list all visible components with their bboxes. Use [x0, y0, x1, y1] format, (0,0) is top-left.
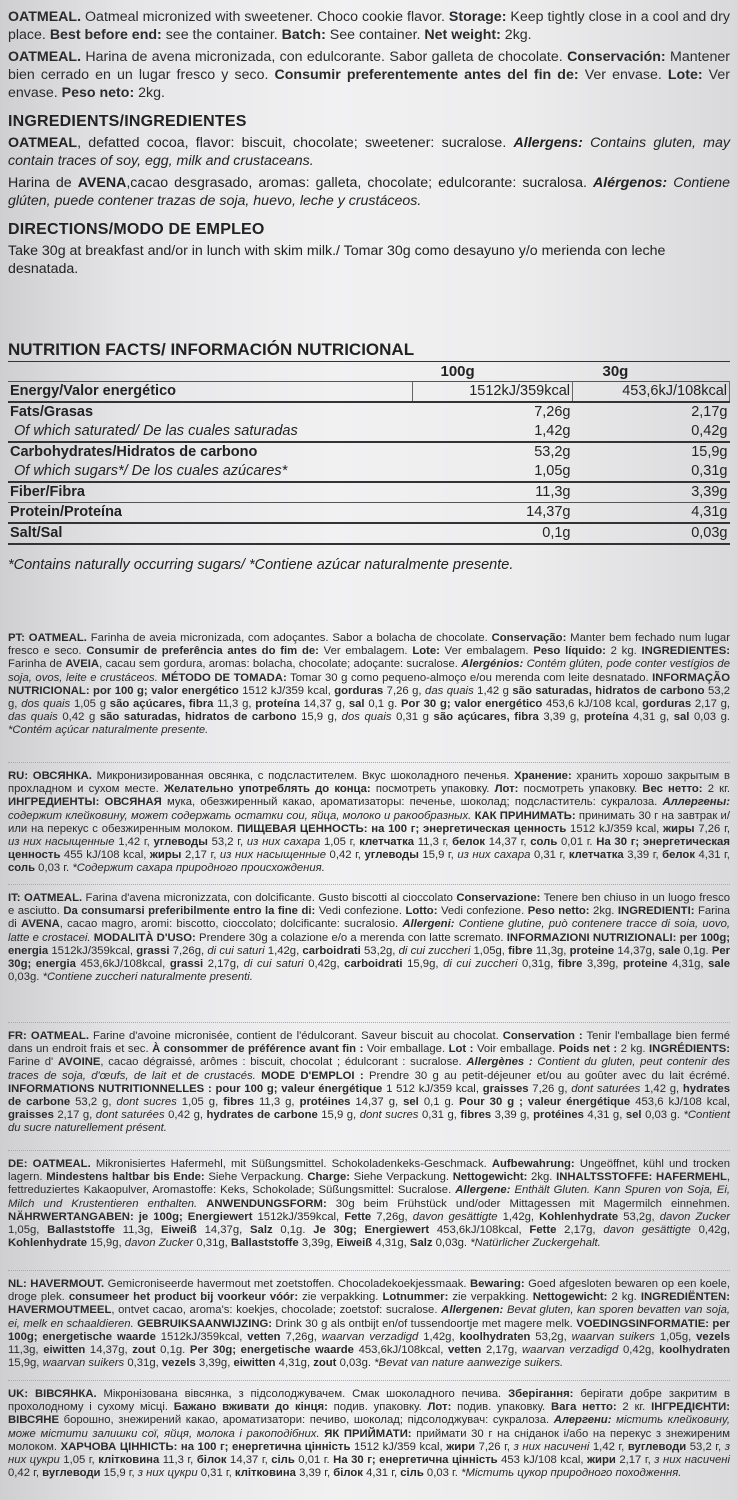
ingredients-en-oatmeal: OATMEAL [8, 135, 78, 151]
row-value-30g: 0,03g [573, 523, 730, 544]
row-value-30g: 15,9g [573, 442, 730, 462]
row-value-100g: 53,2g [413, 442, 573, 462]
en-batch-label: Batch: [281, 27, 326, 43]
en-weight-text: 2kg. [500, 27, 532, 43]
ingredients-en [8, 134, 730, 170]
nutrition-title: NUTRITION FACTS/ INFORMACIÓN NUTRICIONAL [8, 340, 730, 362]
lang-de: DE: OATMEAL. Mikronisiertes Hafermehl, mit Süßungsmittel. Schokoladenkeks-Geschmack. Aufbewahrung: Ungeöffnet, kühl und trocken lagern. Mindestens haltbar bis Ende: Siehe Verpackung. Charge: Siehe Verpackung. Nettogewicht: 2kg. INHALTSSTOFFE: HAFERMEHL, fettreduziertes Kakaopulver, Aromastoffe: Keks, Schokolade; Süßungsmittel: Sucralose. Allergene: Enthält Gluten. Kann Spuren von Soja, Ei, Milch und Krustentieren enthalten. ANWENDUNGSFORM: 30g beim Frühstück und/oder Mittagessen mit Magermilch einnehmen. NÄHRWERTANGABEN: je 100g; Energiewert 1512kJ/359kcal, Fette 7,26g, davon gesättigte 1,42g, Kohlenhydrate 53,2g, davon Zucker 1,05g, Ballaststoffe 11,3g, Eiweiß 14,37g, Salz 0,1g. Je 30g; Energiewert 453,6kJ/108kcal, Fette 2,17g, davon gesättigte 0,42g, Kohlenhydrate 15,9g, davon Zucker 0,31g, Ballaststoffe 3,39g, Eiweiß 4,31g, Salz 0,03g. *Natürlicher Zuckergehalt. [8, 1158, 731, 1250]
lang-pt: PT: OATMEAL. Farinha de aveia micronizada, com adoçantes. Sabor a bolacha de chocolate. Conservação: Manter bem fechado num lugar fresco e seco. Consumir de preferência antes do fim de: Ver embalagem. Lote: Ver embalagem. Peso líquido: 2 kg. INGREDIENTES: Farinha de AVEIA, cacau sem gordura, aromas: bolacha, chocolate; adoçante: sucralose. Alergénios: Contém glúten, pode conter vestígios de soja, ovos, leite e crustáceos. MÉTODO DE TOMADA: Tomar 30 g como pequeno-almoço e/ou merenda com leite desnatado. INFORMAÇÃO NUTRICIONAL: por 100 g; valor energético 1512 kJ/359 kcal, gorduras 7,26 g, das quais 1,42 g são saturadas, hidratos de carbono 53,2 g, dos quais 1,05 g são açúcares, fibra 11,3 g, proteína 14,37 g, sal 0,1 g. Por 30 g; valor energético 453,6 kJ/108 kcal, gorduras 2,17 g, das quais 0,42 g são saturadas, hidratos de carbono 15,9 g, dos quais 0,31 g são açúcares, fibra 3,39 g, proteína 4,31 g, sal 0,03 g. *Contém açúcar naturalmente presente. [8, 632, 731, 737]
row-value-30g: 453,6kJ/108kcal [573, 382, 730, 403]
nutrition-row-carbs [8, 442, 730, 462]
row-label: Energy/Valor energético [8, 382, 413, 403]
es-desc-text: Harina de avena micronizada, con edulcorante. Sabor galleta de chocolate. [81, 49, 568, 65]
directions-heading: DIRECTIONS/MODO DE EMPLEO [8, 221, 265, 238]
row-label: Salt/Sal [8, 523, 413, 544]
lang-nl: NL: HAVERMOUT. Gemicroniseerde havermout met zoetstoffen. Chocoladekoekjessmaak. Bewaring: Goed afgesloten bewaren op een koele, droge plek. consumeer het product bij voorkeur vóór: zie verpakking. Lotnummer: zie verpakking. Nettogewicht: 2 kg. INGREDIËNTEN: HAVERMOUTMEEL, ontvet cacao, aroma's: koekjes, chocolade; zoetstof: sucralose. Allergenen: Bevat gluten, kan sporen bevatten van soja, ei, melk en schaaldieren. GEBRUIKSAANWIJZING: Drink 30 g als ontbijt en/of tussendoortje met magere melk. VOEDINGSINFORMATIE: per 100g; energetische waarde 1512kJ/359kcal, vetten 7,26g, waarvan verzadigd 1,42g, koolhydraten 53,2g, waarvan suikers 1,05g, vezels 11,3g, eiwitten 14,37g, zout 0,1g. Per 30g; energetische waarde 453,6kJ/108kcal, vetten 2,17g, waarvan verzadigd 0,42g, koolhydraten 15,9g, waarvan suikers 0,31g, vezels 3,39g, eiwitten 4,31g, zout 0,03g. *Bevat van nature aanwezige suikers. [8, 1278, 731, 1370]
divider [8, 1270, 730, 1271]
en-product-name: OATMEAL. [8, 9, 82, 25]
row-label: Fiber/Fibra [8, 482, 413, 503]
nutrition-row-saturated [8, 422, 730, 442]
nutrition-header-blank [8, 362, 413, 382]
row-value-100g: 0,1g [413, 523, 573, 544]
es-description [8, 48, 730, 102]
es-storage-text: Mantener bien cerrado en un lugar fresco y seco. [8, 49, 730, 83]
es-product-name: OATMEAL. [8, 49, 82, 65]
top-block [8, 8, 730, 278]
ingredients-en-allergens-text: Contains gluten, may contain traces of soy, egg, milk and crustaceans. [8, 135, 730, 169]
lang-uk: UK: ВІВСЯНКА. Мікронізована вівсянка, з підсолоджувачем. Смак шоколадного печива. Зберігання: берігати добре закритим в прохолодному і сухому місці. Бажано вживати до кінця: подив. упаковку. Лот: подив. упаковку. Вага нетто: 2 кг. ІНГРЕДІЄНТИ: ВІВСЯНЕ борошно, знежирений какао, ароматизатори: печиво, шоколад; підсолоджувач: сукралоза. Алергени: містить клейковину, може містити залишки сої, яйця, молока і ракоподібних. ЯК ПРИЙМАТИ: приймати 30 г на сніданок і/або на перекус з знежиреним молоком. ХАРЧОВА ЦІННІСТЬ: на 100 г; енергетична цінність 1512 kJ/359 kcal, жири 7,26 г, з них насичені 1,42 г, вуглеводи 53,2 г, з них цукри 1,05 г, клітковина 11,3 г, білок 14,37 г, сіль 0,01 г. На 30 г; енергетична цінність 453 kJ/108 kcal, жири 2,17 г, з них насичені 0,42 г, вуглеводи 15,9 г, з них цукри 0,31 г, клітковина 3,39 г, білок 4,31 г, сіль 0,03 г. *Містить цукор природного походження. [8, 1388, 730, 1480]
es-storage-label: Conservación: [567, 49, 666, 65]
lang-fr: FR: OATMEAL. Farine d'avoine micronisée, contient de l'édulcorant. Saveur biscuit au chocolat. Conservation : Tenir l'emballage bien fermé dans un endroit frais et sec. À consommer de préférence avant fin : Voir emballage. Lot : Voir emballage. Poids net : 2 kg. INGRÉDIENTS: Farine d' AVOINE, cacao dégraissé, arômes : biscuit, chocolat ; édulcorant : sucralose. Allergènes : Contient du gluten, peut contenir des traces de soja, d'œufs, de lait et de crustacés. MODE D'EMPLOI : Prendre 30 g au petit-déjeuner et/ou au goûter avec du lait écrémé. INFORMATIONS NUTRITIONNELLES : pour 100 g; valeur énergétique 1 512 kJ/359 kcal, graisses 7,26 g, dont saturées 1,42 g, hydrates de carbone 53,2 g, dont sucres 1,05 g, fibres 11,3 g, protéines 14,37 g, sel 0,1 g. Pour 30 g ; valeur énergétique 453,6 kJ/108 kcal, graisses 2,17 g, dont saturées 0,42 g, hydrates de carbone 15,9 g, dont sucres 0,31 g, fibres 3,39 g, protéines 4,31 g, sel 0,03 g. *Contient du sucre naturellement présent. [8, 1030, 731, 1135]
es-batch-text: Ver envase. [8, 67, 730, 101]
row-value-100g: 14,37g [413, 503, 573, 524]
nutrition-row-energy [8, 382, 730, 403]
en-storage-text: Keep tightly close in a cool and dry place. [8, 9, 730, 43]
en-description [8, 8, 730, 44]
divider [8, 762, 730, 763]
row-label: Of which saturated/ De las cuales saturadas [14, 423, 298, 439]
row-value-30g: 0,42g [691, 423, 728, 439]
es-batch-label: Lote: [667, 67, 703, 83]
ingredients-es [8, 174, 730, 210]
ingredients-es-allergens-label: Alérgenos: [593, 175, 668, 191]
ingredients-es-allergens-text: Contiene glúten, puede contener trazas de soja, huevo, leche y crustáceos. [8, 175, 731, 209]
row-value-100g: 1512kJ/359kcal [413, 382, 573, 403]
divider [8, 1022, 730, 1023]
es-bbe-label: Consumir preferentemente antes del fin de: [274, 67, 579, 83]
column-100g: 100g [440, 363, 475, 380]
row-value-100g: 7,26g [413, 402, 573, 422]
en-bbe-label: Best before end: [49, 27, 162, 43]
nutrition-footnote: *Contains naturally occurring sugars/ *Contiene azúcar naturalmente presente. [8, 557, 514, 573]
en-storage-label: Storage: [448, 9, 507, 25]
row-value-100g: 11,3g [413, 482, 573, 503]
en-bbe-text: see the container. [161, 27, 282, 43]
nutrition-row-fats [8, 402, 730, 422]
ingredients-en-list: , defatted cocoa, flavor: biscuit, chocolate; sweetener: sucralose. [77, 135, 514, 151]
ingredients-es-list: ,cacao desgrasado, aromas: galleta, chocolate; edulcorante: sucralosa. [126, 175, 594, 191]
ingredients-es-prefix: Harina de [8, 175, 78, 191]
row-value-30g: 2,17g [573, 402, 730, 422]
divider [8, 1150, 730, 1151]
divider [8, 884, 730, 885]
divider [8, 1380, 730, 1381]
es-weight-text: 2kg. [134, 85, 165, 101]
row-label: Of which sugars*/ De los cuales azúcares* [14, 463, 288, 479]
row-value-30g: 4,31g [573, 503, 730, 524]
nutrition-row-salt [8, 523, 730, 544]
row-value-100g: 1,42g [534, 423, 571, 439]
es-bbe-text: Ver envase. [578, 67, 668, 83]
row-value-100g: 1,05g [534, 463, 571, 479]
nutrition-row-fiber [8, 482, 730, 503]
en-desc-text: Oatmeal micronized with sweetener. Choco cookie flavor. [81, 9, 449, 25]
ingredients-es-avena: AVENA [77, 175, 127, 191]
en-batch-text: See container. [325, 27, 425, 43]
ingredients-heading: INGREDIENTS/INGREDIENTES [8, 113, 247, 130]
es-weight-label: Peso neto: [61, 85, 135, 101]
ingredients-en-allergens-label: Allergens: [513, 135, 583, 151]
row-value-30g: 3,39g [573, 482, 730, 503]
lang-it: IT: OATMEAL. Farina d'avena micronizzata, con dolcificante. Gusto biscotti al cioccolato Conservazione: Tenere ben chiuso in un luogo fresco e asciutto. Da consumarsi preferibilmente entro la fine di: Vedi confezione. Lotto: Vedi confezione. Peso netto: 2kg. INGREDIENTI: Farina di AVENA, cacao magro, aromi: biscotto, cioccolato; dolcificante: sucralosio. Allergeni: Contiene glutine, può contenere tracce di soia, uovo, latte e crostacei. MODALITÀ D'USO: Prendere 30g a colazione e/o a merenda con latte scremato. INFORMAZIONI NUTRIZIONALI: per 100g; energia 1512kJ/359kcal, grassi 7,26g, di cui saturi 1,42g, carboidrati 53,2g, di cui zuccheri 1,05g, fibre 11,3g, proteine 14,37g, sale 0,1g. Per 30g; energia 453,6kJ/108kcal, grassi 2,17g, di cui saturi 0,42g, carboidrati 15,9g, di cui zuccheri 0,31g, fibre 3,39g, proteine 4,31g, sale 0,03g. *Contiene zuccheri naturalmente presenti. [8, 892, 731, 984]
directions-text: Take 30g at breakfast and/or in lunch with skim milk./ Tomar 30g como desayuno y/o merienda con leche desnatada. [8, 243, 666, 277]
row-label: Fats/Grasas [8, 402, 413, 422]
column-30g: 30g [602, 363, 629, 380]
nutrition-facts [8, 340, 730, 573]
lang-ru: RU: ОВСЯНКА. Микронизированная овсянка, с подсластителем. Вкус шоколадного печенья. Хранение: хранить хорошо закрытым в прохладном и сухом месте. Желательно употреблять до конца: посмотреть упаковку. Лот: посмотреть упаковку. Вес нетто: 2 кг. ИНГРЕДИЕНТЫ: ОВСЯНАЯ мука, обезжиренный какао, ароматизаторы: печенье, шоколад; подсластитель: сукралоза. Аллергены: содержит клейковину, может содержать остатки сои, яйца, молоко и ракообразных. КАК ПРИНИМАТЬ: принимать 30 г на завтрак и/или на перекус с обезжиренным молоком. ПИЩЕВАЯ ЦЕННОСТЬ: на 100 г; энергетическая ценность 1512 kJ/359 kcal, жиры 7,26 г, из них насыщенные 1,42 г, углеводы 53,2 г, из них сахара 1,05 г, клетчатка 11,3 г, белок 14,37 г, соль 0,01 г. На 30 г; энергетическая ценность 455 kJ/108 kcal, жиры 2,17 г, из них насыщенные 0,42 г, углеводы 15,9 г, из них сахара 0,31 г, клетчатка 3,39 г, белок 4,31 г, соль 0,03 г. *Содержит сахара природного происхождения. [8, 770, 731, 875]
en-weight-label: Net weight: [424, 27, 501, 43]
row-value-30g: 0,31g [691, 463, 728, 479]
nutrition-header-row [8, 362, 730, 382]
row-label: Carbohydrates/Hidratos de carbono [8, 442, 413, 462]
nutrition-row-protein [8, 503, 730, 524]
nutrition-row-sugars [8, 462, 730, 482]
nutrition-table [8, 362, 730, 545]
row-label: Protein/Proteína [8, 503, 413, 524]
